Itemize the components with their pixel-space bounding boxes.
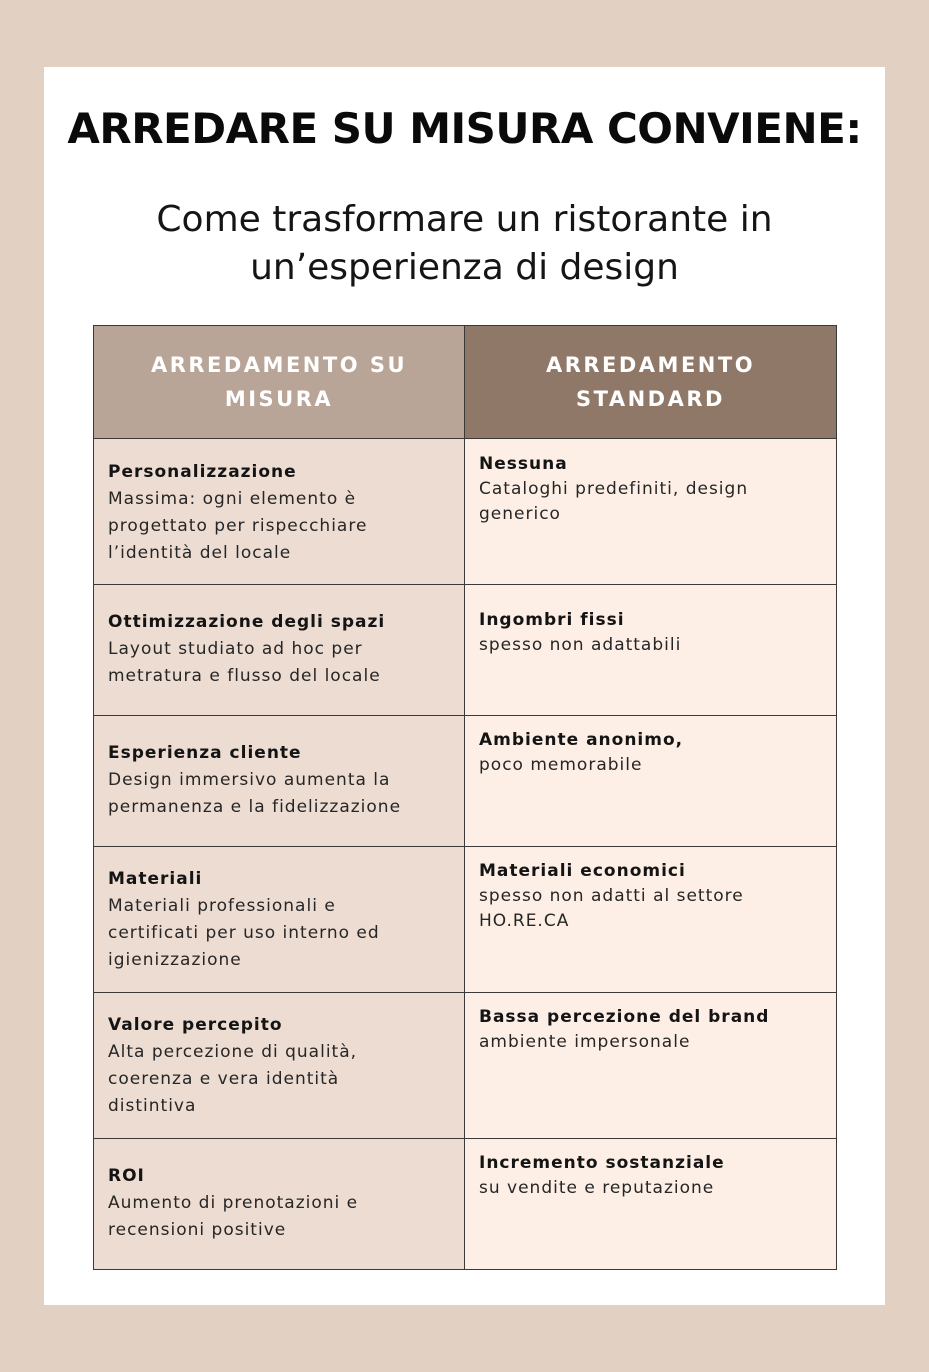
table-header-row [94,326,837,439]
custom-text-line: permanenza e la fidelizzazione [108,797,402,817]
header-custom-furniture [94,326,465,439]
standard-cell [465,585,837,716]
standard-label: Ambiente anonimo, [479,730,684,750]
custom-text-line: Alta percezione di qualità, [108,1042,358,1062]
standard-label: Materiali economici [479,861,686,881]
custom-text-line: l’identità del locale [108,543,292,563]
page-title: ARREDARE SU MISURA CONVIENE: [67,104,862,153]
header-custom-line-2: MISURA [224,387,334,411]
custom-text-line: Layout studiato ad hoc per [108,639,363,659]
page-subtitle [0,196,929,292]
header-standard-line-2: STANDARD [576,387,725,411]
custom-cell [94,993,465,1139]
standard-text-line: Cataloghi predefiniti, design [479,479,749,499]
custom-text-line: Materiali professionali e [108,896,336,916]
table-row [94,585,837,716]
header-standard-line-1: ARREDAMENTO [545,353,756,377]
header-custom-line-1: ARREDAMENTO SU [150,353,408,377]
standard-text-line: spesso non adatti al settore [479,886,744,906]
custom-label: Materiali [108,869,203,889]
custom-text-line: certificati per uso interno ed [108,923,380,943]
standard-text-line: ambiente impersonale [479,1032,691,1052]
custom-cell [94,716,465,847]
custom-label: Ottimizzazione degli spazi [108,612,386,632]
custom-cell [94,847,465,993]
table-row [94,993,837,1139]
custom-cell [94,439,465,585]
custom-cell [94,585,465,716]
custom-text-line: recensioni positive [108,1220,287,1240]
standard-cell [465,993,837,1139]
custom-text-line: Aumento di prenotazioni e [108,1193,359,1213]
standard-label: Nessuna [479,454,568,474]
standard-text-line: spesso non adattabili [479,635,682,655]
custom-text-line: progettato per rispecchiare [108,516,368,536]
standard-cell [465,847,837,993]
comparison-table [93,325,837,1270]
standard-cell [465,1139,837,1270]
standard-label: Ingombri fissi [479,610,625,630]
header-standard-furniture [465,326,837,439]
subtitle-line-2: un’esperienza di design [250,247,679,288]
custom-text-line: coerenza e vera identità [108,1069,340,1089]
custom-text-line: distintiva [108,1096,197,1116]
custom-label: Valore percepito [108,1015,283,1035]
table-row [94,847,837,993]
custom-text-line: metratura e flusso del locale [108,666,381,686]
table-row [94,1139,837,1270]
standard-text-line: HO.RE.CA [479,911,570,931]
standard-label: Incremento sostanziale [479,1153,725,1173]
custom-label: Personalizzazione [108,462,297,482]
custom-label: ROI [108,1166,145,1186]
standard-cell [465,716,837,847]
standard-text-line: generico [479,504,561,524]
custom-cell [94,1139,465,1270]
custom-text-line: igienizzazione [108,950,242,970]
table-row [94,439,837,585]
custom-text-line: Massima: ogni elemento è [108,489,357,509]
standard-text-line: poco memorabile [479,755,643,775]
standard-text-line: su vendite e reputazione [479,1178,715,1198]
custom-text-line: Design immersivo aumenta la [108,770,391,790]
subtitle-line-1: Come trasformare un ristorante in [156,199,773,240]
custom-label: Esperienza cliente [108,743,302,763]
standard-label: Bassa percezione del brand [479,1007,770,1027]
table-row [94,716,837,847]
standard-cell [465,439,837,585]
